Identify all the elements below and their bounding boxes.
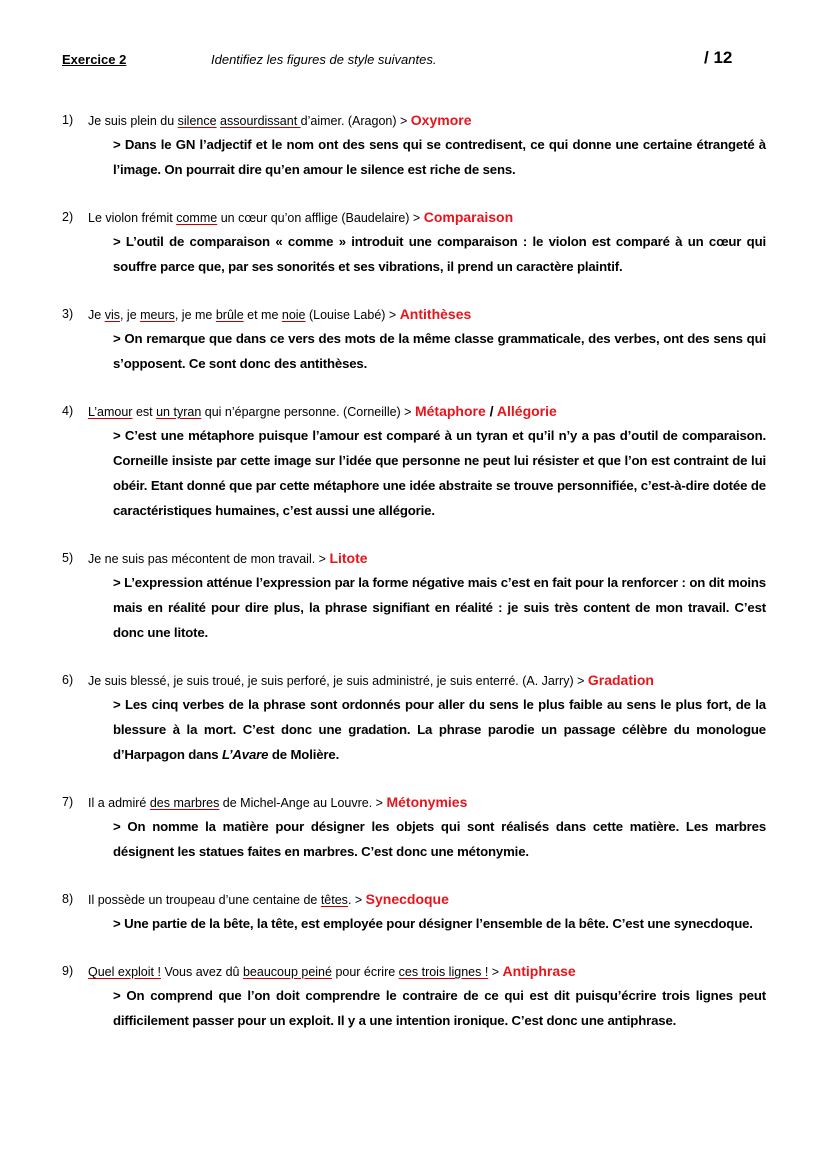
question-text: d’aimer. (Aragon) >	[300, 114, 411, 128]
underlined-phrase: meurs	[140, 308, 175, 322]
answer-figure: Antithèses	[399, 306, 472, 322]
underlined-phrase: vis	[104, 308, 120, 322]
explanation-text: de Molière.	[268, 747, 340, 762]
question-text: >	[488, 965, 503, 979]
item-number: 9)	[62, 964, 74, 978]
explanation	[113, 570, 766, 645]
answer-figure: Oxymore	[410, 112, 472, 128]
question-text: Je suis plein du	[88, 114, 178, 128]
answer-separator: /	[485, 403, 497, 419]
answer-figure: Synecdoque	[365, 891, 449, 907]
answer-figure: Métonymies	[386, 794, 468, 810]
exercise-item	[62, 401, 766, 523]
item-number: 1)	[62, 113, 74, 127]
question-line	[62, 889, 766, 909]
underlined-phrase: comme	[176, 211, 218, 225]
question-text: , je me	[174, 308, 216, 322]
explanation-text: > Dans le GN l’adjectif et le nom ont des sens qui se contredisent, ce qui donne une certaine étrangeté à l’image. On pourrait dire qu’en amour le silence est riche de sens.	[113, 137, 766, 177]
answer-figure: Antiphrase	[502, 963, 576, 979]
exercise-item	[62, 207, 766, 279]
question-text: Il a admiré	[88, 796, 150, 810]
exercise-item	[62, 961, 766, 1033]
underlined-phrase: L’amour	[88, 405, 133, 419]
underlined-phrase: brûle	[215, 308, 244, 322]
explanation-text: > Une partie de la bête, la tête, est employée pour désigner l’ensemble de la bête. C’est une synecdoque.	[113, 916, 753, 931]
exercise-instruction: Identifiez les figures de style suivantes.	[211, 52, 437, 67]
item-number: 3)	[62, 307, 74, 321]
explanation-text: > C’est une métaphore puisque l’amour est comparé à un tyran et qu’il n’y a pas d’outil de comparaison. Corneille insiste par cette image sur l’idée que personne ne peut lui résister et que l’on est contraint de lui obéir. Etant donné que par cette métaphore une idée abstraite se trouve personnifiée, c’est-à-dire dotée de caractéristiques humaines, c’est aussi une allégorie.	[113, 428, 766, 518]
exercise-item	[62, 304, 766, 376]
underlined-phrase: noie	[281, 308, 306, 322]
question-line	[62, 401, 766, 421]
explanation-text: > On comprend que l’on doit comprendre le contraire de ce qui est dit puisqu’écrire trois lignes peut difficilement passer pour un exploit. Il y a une intention ironique. C’est donc une antiphrase.	[113, 988, 766, 1028]
exercise-item	[62, 548, 766, 645]
answer-figure: Métaphore	[414, 403, 486, 419]
italic-title: L’Avare	[221, 747, 269, 762]
question-line	[62, 670, 766, 690]
explanation	[113, 132, 766, 182]
item-number: 6)	[62, 673, 74, 687]
underlined-phrase: un tyran	[156, 405, 202, 419]
question-line	[62, 961, 766, 981]
exercise-item	[62, 792, 766, 864]
item-number: 7)	[62, 795, 74, 809]
question-text: Le violon frémit	[88, 211, 177, 225]
question-text: . >	[347, 893, 366, 907]
explanation	[113, 423, 766, 523]
exercise-items	[62, 110, 766, 1058]
score-label: / 12	[704, 48, 733, 67]
exercise-item	[62, 110, 766, 182]
underlined-phrase: Quel exploit !	[88, 965, 161, 979]
question-text: Je ne suis pas mécontent de mon travail. >	[88, 552, 330, 566]
explanation-text: > L’outil de comparaison « comme » introduit une comparaison : le violon est comparé à un cœur qui souffre parce que, par ses sonorités et ses vibrations, il prend un caractère plaintif.	[113, 234, 766, 274]
question-line	[62, 110, 766, 130]
underlined-phrase: ces trois lignes !	[398, 965, 489, 979]
answer-figure: Gradation	[587, 672, 654, 688]
explanation	[113, 814, 766, 864]
item-number: 8)	[62, 892, 74, 906]
question-text: Je	[88, 308, 105, 322]
underlined-phrase: silence	[177, 114, 217, 128]
question-line	[62, 548, 766, 568]
explanation-text: > L’expression atténue l’expression par la forme négative mais c’est en fait pour la renforcer : on dit moins mais en réalité pour dire plus, la phrase signifiant en réalité : je suis très content de mon travail. C’est donc une litote.	[113, 575, 766, 640]
explanation-text: > Les cinq verbes de la phrase sont ordonnés pour aller du sens le plus faible au sens le plus fort, de la blessure à la mort. C’est donc une gradation. La phrase parodie un passage célèbre du monologue d’Harpagon dans	[113, 697, 766, 762]
item-number: 2)	[62, 210, 74, 224]
question-text: et me	[243, 308, 282, 322]
answer-figure: Litote	[329, 550, 368, 566]
underlined-phrase: beaucoup peiné	[242, 965, 332, 979]
question-text: Je suis blessé, je suis troué, je suis perforé, je suis administré, je suis enterré. (A. Jarry) >	[88, 674, 588, 688]
question-text: Il possède un troupeau d’une centaine de	[88, 893, 321, 907]
explanation-text: > On nomme la matière pour désigner les objets qui sont réalisés dans cette matière. Les marbres désignent les statues faites en marbres. C’est donc une métonymie.	[113, 819, 766, 859]
explanation	[113, 229, 766, 279]
question-text: qui n’épargne personne. (Corneille) >	[201, 405, 415, 419]
question-text: de Michel-Ange au Louvre. >	[219, 796, 387, 810]
item-number: 5)	[62, 551, 74, 565]
explanation-text: > On remarque que dans ce vers des mots de la même classe grammaticale, des verbes, ont des sens qui s’opposent. Ce sont donc des antithèses.	[113, 331, 766, 371]
exercise-title: Exercice 2	[62, 52, 127, 67]
answer-figure: Comparaison	[423, 209, 514, 225]
exercise-header	[62, 48, 742, 72]
question-text: un cœur qu’on afflige (Baudelaire) >	[217, 211, 424, 225]
question-text: (Louise Labé) >	[305, 308, 400, 322]
exercise-item	[62, 670, 766, 767]
underlined-phrase: assourdissant	[220, 114, 301, 128]
underlined-phrase: des marbres	[149, 796, 220, 810]
question-text: , je	[119, 308, 141, 322]
underlined-phrase: têtes	[320, 893, 348, 907]
question-text: pour écrire	[331, 965, 399, 979]
explanation	[113, 326, 766, 376]
question-text: est	[132, 405, 157, 419]
explanation	[113, 983, 766, 1033]
question-text: Vous avez dû	[160, 965, 243, 979]
exercise-item	[62, 889, 766, 936]
item-number: 4)	[62, 404, 74, 418]
explanation	[113, 911, 766, 936]
question-line	[62, 304, 766, 324]
answer-figure: Allégorie	[496, 403, 557, 419]
question-line	[62, 207, 766, 227]
explanation	[113, 692, 766, 767]
question-line	[62, 792, 766, 812]
